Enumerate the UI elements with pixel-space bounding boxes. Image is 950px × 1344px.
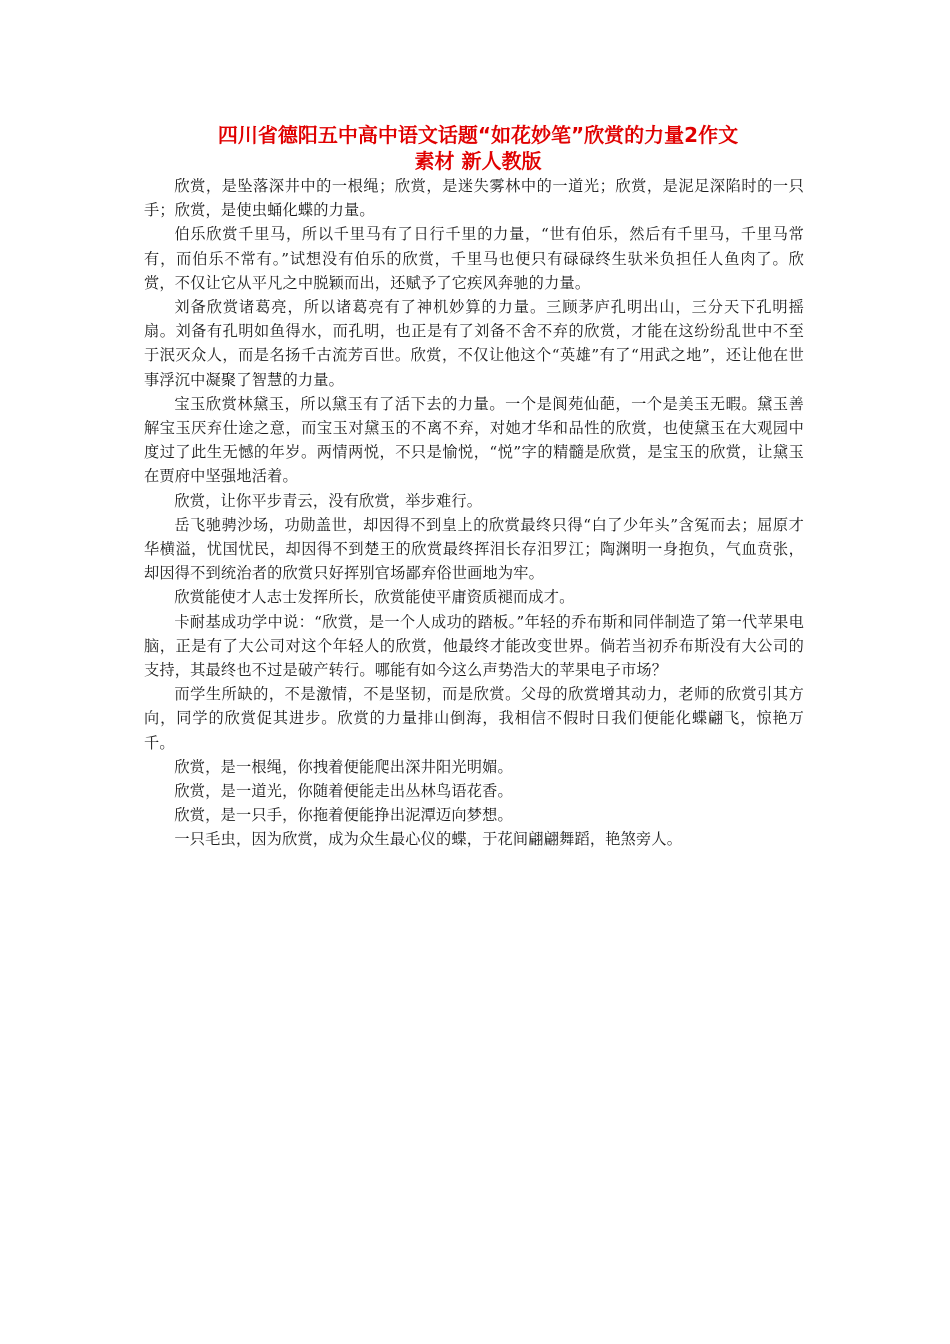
paragraph: 伯乐欣赏千里马，所以千里马有了日行千里的力量，“世有伯乐，然后有千里马，千里马常有，而伯乐不常有。”试想没有伯乐的欣赏，千里马也便只有碌碌终生驮米负担任人鱼肉了。欣赏，不仅让它从平凡之中脱颖而出，还赋予了它疾风奔驰的力量。 [144, 225, 804, 292]
paragraph: 欣赏能使才人志士发挥所长，欣赏能使平庸资质褪而成才。 [174, 588, 575, 607]
document-title [144, 122, 812, 174]
paragraph: 欣赏，是一道光，你随着便能走出丛林鸟语花香。 [174, 782, 513, 801]
paragraph: 欣赏，是一根绳，你拽着便能爬出深井阳光明媚。 [174, 757, 513, 776]
paragraph: 卡耐基成功学中说：“欣赏，是一个人成功的踏板。”年轻的乔布斯和同伴制造了第一代苹果电脑，正是有了大公司对这个年轻人的欣赏，他最终才能改变世界。倘若当初乔布斯没有大公司的支持，其最终也不过是破产转行。哪能有如今这么声势浩大的苹果电子市场？ [144, 612, 804, 680]
paragraph: 刘备欣赏诸葛亮，所以诸葛亮有了神机妙算的力量。三顾茅庐孔明出山，三分天下孔明摇扇。刘备有孔明如鱼得水，而孔明，也正是有了刘备不舍不弃的欣赏，才能在这纷纷乱世中不至于泯灭众人，而是名扬千古流芳百世。欣赏，不仅让他这个“英雄”有了“用武之地”，还让他在世事浮沉中凝聚了智慧的力量。 [144, 298, 804, 389]
document-body [144, 174, 804, 852]
paragraph: 欣赏，是一只手，你拖着便能挣出泥潭迈向梦想。 [174, 806, 513, 825]
paragraph: 岳飞驰骋沙场，功勋盖世，却因得不到皇上的欣赏最终只得“白了少年头”含冤而去；屈原才华横溢，忧国忧民，却因得不到楚王的欣赏最终挥泪长存汨罗江；陶渊明一身抱负，气血贲张，却因得不到统治者的欣赏只好挥别官场鄙弃俗世画地为牢。 [144, 515, 804, 583]
paragraph: 一只毛虫，因为欣赏，成为众生最心仪的蝶，于花间翩翩舞蹈，艳煞旁人。 [174, 830, 683, 849]
paragraph: 而学生所缺的，不是激情，不是坚韧，而是欣赏。父母的欣赏增其动力，老师的欣赏引其方向，同学的欣赏促其进步。欣赏的力量排山倒海，我相信不假时日我们便能化蝶翩飞，惊艳万千。 [144, 685, 804, 752]
paragraph: 欣赏，让你平步青云，没有欣赏，举步难行。 [174, 491, 483, 510]
paragraph: 欣赏，是坠落深井中的一根绳；欣赏，是迷失雾林中的一道光；欣赏，是泥足深陷时的一只手；欣赏，是使虫蛹化蝶的力量。 [144, 177, 804, 220]
title-line-2: 素材 新人教版 [414, 149, 542, 173]
paragraph: 宝玉欣赏林黛玉，所以黛玉有了活下去的力量。一个是阆苑仙葩，一个是美玉无暇。黛玉善解宝玉厌弃仕途之意，而宝玉对黛玉的不离不弃，对她才华和品性的欣赏，也使黛玉在大观园中度过了此生无憾的年岁。两情两悦，不只是愉悦，“悦”字的精髓是欣赏，是宝玉的欣赏，让黛玉在贾府中坚强地活着。 [144, 394, 804, 486]
title-line-1: 四川省德阳五中高中语文话题“如花妙笔”欣赏的力量2作文 [217, 123, 739, 147]
